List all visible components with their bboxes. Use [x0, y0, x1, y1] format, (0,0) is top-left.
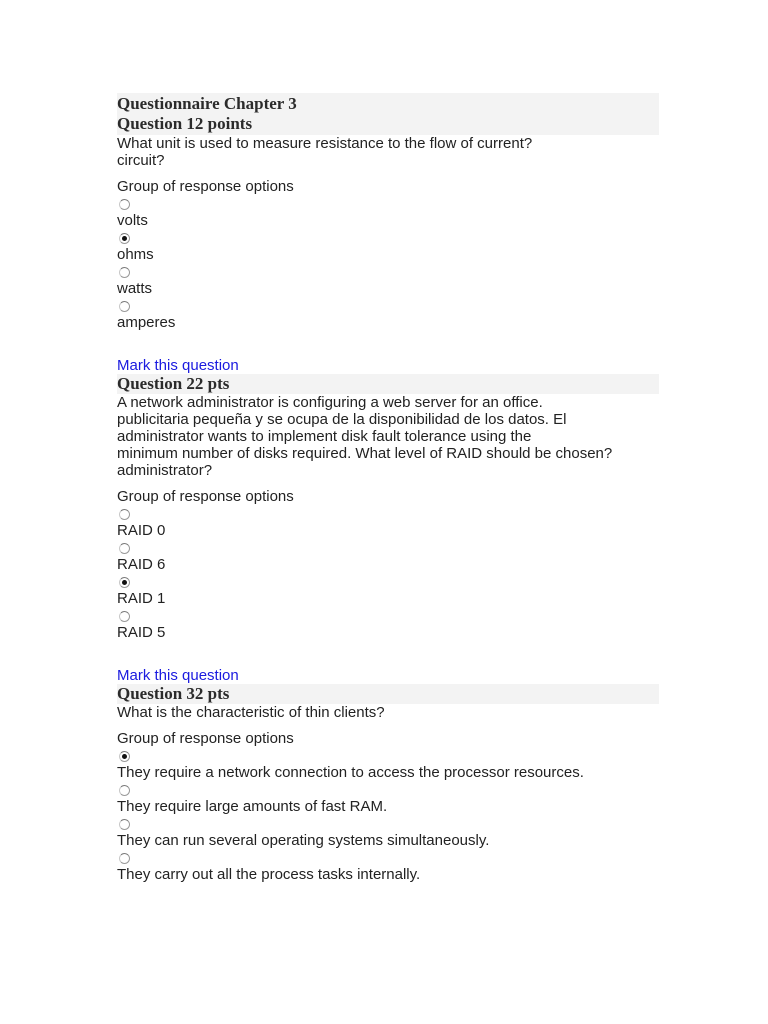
- answer-option[interactable]: [117, 577, 659, 607]
- questionnaire-content: [117, 93, 659, 883]
- answer-label[interactable]: RAID 1: [117, 590, 166, 607]
- answer-option[interactable]: [117, 301, 659, 331]
- response-group-label: Group of response options: [117, 488, 294, 505]
- question-2: [117, 374, 659, 641]
- answer-label[interactable]: volts: [117, 212, 148, 229]
- question-3-options: [117, 751, 659, 883]
- question-3-text: [117, 704, 659, 721]
- question-3: [117, 684, 659, 883]
- answer-option[interactable]: [117, 785, 659, 815]
- answer-label[interactable]: amperes: [117, 314, 176, 331]
- radio-button-selected[interactable]: [119, 751, 130, 762]
- question-2-text-line: administrator?: [117, 462, 213, 479]
- radio-button[interactable]: [119, 611, 130, 622]
- answer-label[interactable]: RAID 0: [117, 522, 166, 539]
- answer-label[interactable]: RAID 5: [117, 624, 166, 641]
- radio-button[interactable]: [119, 543, 130, 554]
- answer-option[interactable]: [117, 233, 659, 263]
- radio-button-selected[interactable]: [119, 577, 130, 588]
- answer-option[interactable]: [117, 199, 659, 229]
- answer-label[interactable]: They carry out all the process tasks internally.: [117, 866, 421, 883]
- radio-button[interactable]: [119, 509, 130, 520]
- answer-option[interactable]: [117, 543, 659, 573]
- question-3-text-line: What is the characteristic of thin clients?: [117, 704, 385, 721]
- response-group-label: Group of response options: [117, 178, 294, 195]
- question-2-options: [117, 509, 659, 641]
- question-1-text-line: circuit?: [117, 152, 165, 169]
- question-2-text: [117, 394, 659, 479]
- answer-option[interactable]: [117, 751, 659, 781]
- mark-question-link[interactable]: Mark this question: [117, 357, 239, 374]
- answer-option[interactable]: [117, 819, 659, 849]
- question-2-text-line: administrator wants to implement disk fault tolerance using the: [117, 428, 532, 445]
- question-2-text-line: A network administrator is configuring a web server for an office.: [117, 394, 543, 411]
- answer-label[interactable]: watts: [117, 280, 153, 297]
- answer-label[interactable]: They can run several operating systems simultaneously.: [117, 832, 490, 849]
- question-1-options: [117, 199, 659, 331]
- question-1: [117, 93, 659, 331]
- response-group-label: Group of response options: [117, 730, 294, 747]
- question-2-header: Question 22 pts: [117, 374, 659, 394]
- radio-button[interactable]: [119, 785, 130, 796]
- radio-button-selected[interactable]: [119, 233, 130, 244]
- answer-label[interactable]: They require a network connection to access the processor resources.: [117, 764, 584, 781]
- question-2-text-line: minimum number of disks required. What level of RAID should be chosen?: [117, 445, 613, 462]
- radio-button[interactable]: [119, 301, 130, 312]
- answer-option[interactable]: [117, 611, 659, 641]
- question-1-header: Question 12 points: [117, 114, 253, 133]
- answer-label[interactable]: ohms: [117, 246, 154, 263]
- question-1-text: [117, 135, 659, 169]
- question-3-header: Question 32 pts: [117, 684, 659, 704]
- page-title: Questionnaire Chapter 3: [117, 94, 297, 113]
- mark-question-link[interactable]: Mark this question: [117, 667, 239, 684]
- question-1-header-block: [117, 93, 659, 135]
- answer-label[interactable]: They require large amounts of fast RAM.: [117, 798, 388, 815]
- question-1-text-line: What unit is used to measure resistance to the flow of current?: [117, 135, 533, 152]
- answer-option[interactable]: [117, 509, 659, 539]
- radio-button[interactable]: [119, 853, 130, 864]
- answer-option[interactable]: [117, 853, 659, 883]
- question-2-text-line: publicitaria pequeña y se ocupa de la disponibilidad de los datos. El: [117, 411, 567, 428]
- radio-button[interactable]: [119, 199, 130, 210]
- radio-button[interactable]: [119, 819, 130, 830]
- answer-label[interactable]: RAID 6: [117, 556, 166, 573]
- radio-button[interactable]: [119, 267, 130, 278]
- answer-option[interactable]: [117, 267, 659, 297]
